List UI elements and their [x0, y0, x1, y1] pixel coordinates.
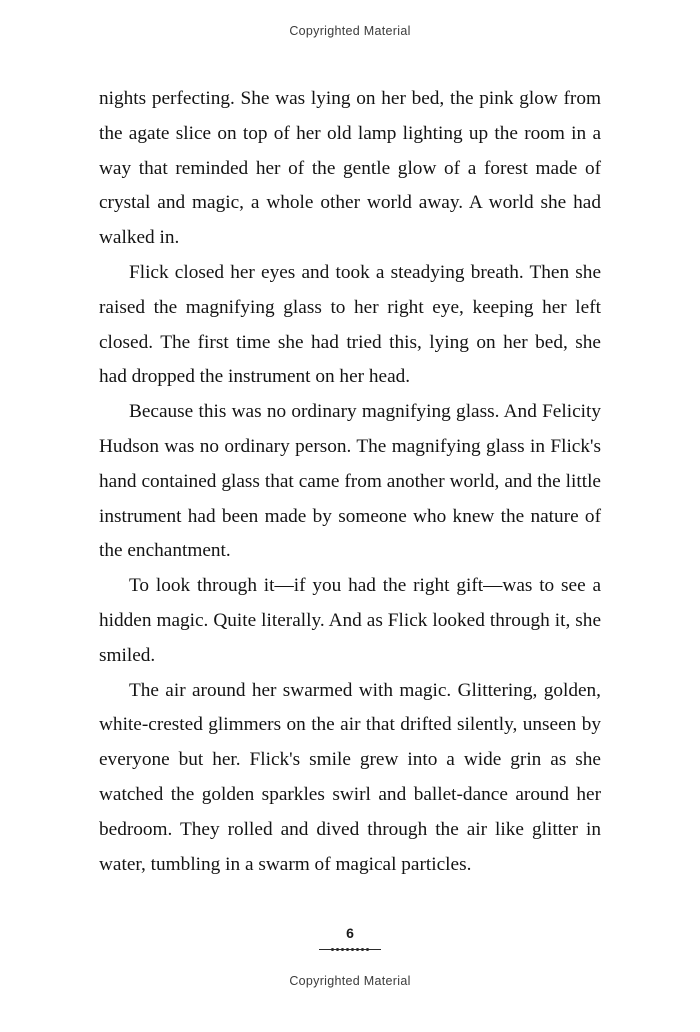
copyright-watermark-top: Copyrighted Material	[289, 24, 411, 38]
page-number: 6	[346, 925, 354, 941]
copyright-watermark-bottom: Copyrighted Material	[289, 974, 411, 988]
folio-ornament	[319, 945, 381, 954]
page-folio	[0, 926, 700, 954]
paragraph: The air around her swarmed with magic. Glittering, golden, white-crested glimmers on the air that drifted silently, unseen by everyone but her. Flick's smile grew into a wide grin as she watched the golden sparkles swirl and ballet-dance around her bedroom. They rolled and dived through the air like glitter in water, tumbling in a swarm of magical particles.	[99, 679, 601, 875]
paragraph: nights perfecting. She was lying on her bed, the pink glow from the agate slice on top of her old lamp lighting up the room in a way that reminded her of the gentle glow of a forest made of crystal and magic, a whole other world away. A world she had walked in.	[99, 88, 601, 249]
page-body-text	[99, 82, 601, 882]
paragraph: To look through it—if you had the right gift—was to see a hidden magic. Quite literally. And as Flick looked through it, she smiled.	[99, 575, 601, 666]
paragraph: Because this was no ordinary magnifying glass. And Felicity Hudson was no ordinary person. The magnifying glass in Flick's hand contained glass that came from another world, and the little instrument had been made by someone who knew the nature of the enchantment.	[99, 401, 601, 562]
folio-dots	[331, 945, 369, 954]
paragraph: Flick closed her eyes and took a steadying breath. Then she raised the magnifying glass to her right eye, keeping her left closed. The first time she had tried this, lying on her bed, she had dropped the instrument on her head.	[99, 261, 601, 388]
